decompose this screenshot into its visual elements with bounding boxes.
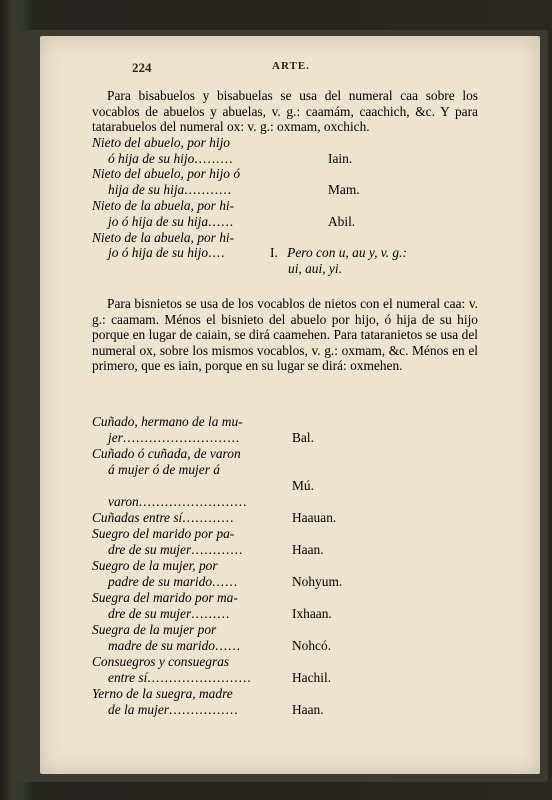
list-item: Yerno de la suegra, madre de la mujer................ Haan.	[92, 686, 324, 717]
list-item: Nieto de la abuela, por hi- jo ó hija de su hija...... Abil.	[92, 197, 356, 229]
page-header	[132, 60, 512, 80]
page-number: 224	[132, 60, 152, 75]
second-paragraph-block	[92, 296, 478, 374]
term-value: Iain.	[328, 150, 353, 166]
list-item: Cuñado ó cuñada, de varon á mujer ó de mujer á varon......................... Mú.	[92, 446, 314, 509]
term-value: Bal.	[292, 430, 314, 445]
list-nietos	[92, 135, 478, 277]
term-value: Haan.	[292, 702, 324, 717]
list-item: Cuñado, hermano de la mu- jer........................... Bal.	[92, 414, 314, 445]
list-item: Suegra del marido por ma- dre de su mujer......... Ixhaan.	[92, 590, 332, 621]
list-item: Consuegros y consuegras entre sí........................ Hachil.	[92, 654, 332, 685]
list-item: Suegro del marido por pa- dre de su mujer............ Haan.	[92, 526, 324, 557]
term-value: I.	[270, 245, 278, 261]
list-item: Suegra de la mujer por madre de su marido...... Nohcó.	[92, 622, 332, 653]
term-value: Haauan.	[292, 510, 337, 525]
term-value: Mú.	[292, 478, 314, 493]
term-value: Nohyum.	[292, 574, 343, 589]
term-value: Abil.	[328, 213, 356, 229]
term-value: Haan.	[292, 542, 324, 557]
list-item: Nieto de la abuela, por hi- jo ó hija de su hijo.... I. Pero con u, au y, v. g.: ui, aui, yi.	[92, 229, 407, 277]
term-value: Nohcó.	[292, 638, 332, 653]
usage-note-cont: ui, aui, yi.	[288, 261, 342, 277]
list-item: Suegro de la mujer, por padre de su marido...... Nohyum.	[92, 558, 343, 589]
list-item: Cuñadas entre sí............ Haauan.	[92, 510, 337, 525]
usage-note: Pero con u, au y, v. g.:	[287, 245, 407, 261]
term-value: Mam.	[328, 182, 360, 198]
list-item: Nieto del abuelo, por hijo ó hija de su hija........... Mam.	[92, 166, 360, 198]
paragraph-bisnietos: Para bisnietos se usa de los vocablos de nietos con el numeral caa: v. g.: caamam. Ménos el bisnieto del abuelo por hijo, ó hija de su hijo porque en lugar de caiain, se dirá caamehen. Para tataranietos se usa del numeral ox, sobre los mismos vocablos, v. g.: oxmam, &c. Ménos en el primero, que es iain, porque en su lugar se dirá: oxmehen.	[92, 296, 478, 374]
list-parentesco	[92, 414, 478, 718]
running-head: ARTE.	[272, 60, 310, 72]
first-paragraph-block	[92, 88, 478, 277]
list-item: Nieto del abuelo, por hijo ó hija de su hijo......... Iain.	[92, 134, 353, 166]
term-value: Hachil.	[292, 670, 332, 685]
term-value: Ixhaan.	[292, 606, 332, 621]
paragraph-bisabuelos: Para bisabuelos y bisabuelas se usa del numeral caa sobre los vocablos de abuelos y abuelas, v. g.: caamám, caachich, &c. Y para tatarabuelos del numeral ox: v. g.: oxmam, oxchich.	[92, 88, 478, 135]
